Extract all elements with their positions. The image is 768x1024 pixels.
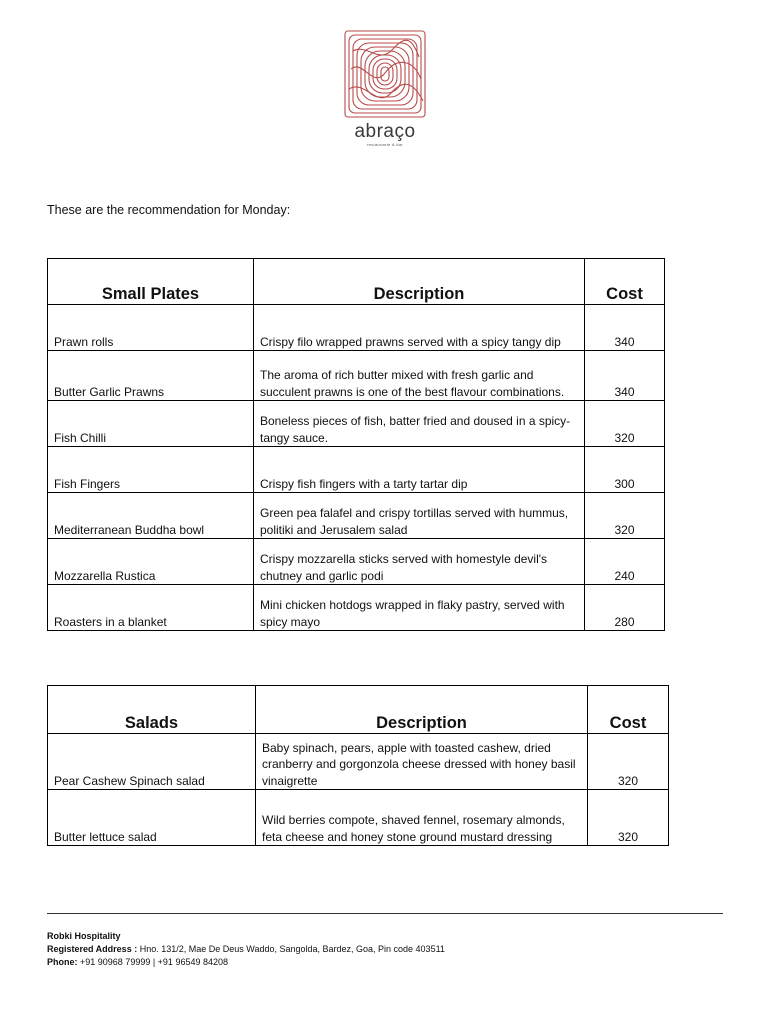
dish-name: Fish Fingers [48, 447, 254, 493]
company-name: Robki Hospitality [47, 931, 121, 941]
dish-cost: 300 [585, 447, 665, 493]
table-row [48, 351, 665, 401]
table-row [48, 305, 665, 351]
dish-name: Mozzarella Rustica [48, 539, 254, 585]
dish-description: Baby spinach, pears, apple with toasted cashew, dried cranberry and gorgonzola cheese dressed with honey basil vinaigrette [256, 734, 588, 790]
column-header-cost: Cost [585, 259, 665, 305]
dish-cost: 320 [585, 401, 665, 447]
footer [47, 930, 445, 969]
dish-name: Pear Cashew Spinach salad [48, 734, 256, 790]
intro-text: These are the recommendation for Monday: [47, 203, 291, 217]
table-header-row [48, 686, 669, 734]
dish-description: Wild berries compote, shaved fennel, rosemary almonds, feta cheese and honey stone ground mustard dressing [256, 790, 588, 846]
dish-name: Butter Garlic Prawns [48, 351, 254, 401]
dish-name: Roasters in a blanket [48, 585, 254, 631]
table-header-row [48, 259, 665, 305]
registered-address: Hno. 131/2, Mae De Deus Waddo, Sangolda, Bardez, Goa, Pin code 403511 [139, 944, 445, 954]
brand-tagline: restaurante & bar [366, 142, 403, 147]
dish-name: Prawn rolls [48, 305, 254, 351]
dish-cost: 320 [585, 493, 665, 539]
table-row [48, 493, 665, 539]
table-row [48, 447, 665, 493]
dish-description: Crispy filo wrapped prawns served with a spicy tangy dip [254, 305, 585, 351]
fingerprint-logo-icon [343, 29, 427, 119]
dish-name: Fish Chilli [48, 401, 254, 447]
dish-cost: 340 [585, 305, 665, 351]
dish-description: Crispy fish fingers with a tarty tartar dip [254, 447, 585, 493]
dish-description: Green pea falafel and crispy tortillas served with hummus, politiki and Jerusalem salad [254, 493, 585, 539]
dish-name: Butter lettuce salad [48, 790, 256, 846]
abraco-logo [343, 29, 427, 149]
dish-description: Boneless pieces of fish, batter fried and doused in a spicy-tangy sauce. [254, 401, 585, 447]
dish-cost: 320 [588, 734, 669, 790]
phone-numbers: +91 90968 79999 | +91 96549 84208 [80, 957, 228, 967]
dish-name: Mediterranean Buddha bowl [48, 493, 254, 539]
phone-label: Phone: [47, 957, 78, 967]
table-row [48, 585, 665, 631]
dish-cost: 280 [585, 585, 665, 631]
column-header-description: Description [254, 259, 585, 305]
brand-name: abraço [354, 121, 416, 142]
small-plates-table [47, 258, 665, 631]
salads-table [47, 685, 669, 846]
dish-description: Crispy mozzarella sticks served with homestyle devil's chutney and garlic podi [254, 539, 585, 585]
dish-cost: 320 [588, 790, 669, 846]
table-row [48, 734, 669, 790]
dish-description: The aroma of rich butter mixed with fresh garlic and succulent prawns is one of the best flavour combinations. [254, 351, 585, 401]
dish-cost: 340 [585, 351, 665, 401]
address-label: Registered Address : [47, 944, 138, 954]
column-header-small-plates: Small Plates [48, 259, 254, 305]
column-header-cost: Cost [588, 686, 669, 734]
table-row [48, 539, 665, 585]
dish-description: Mini chicken hotdogs wrapped in flaky pastry, served with spicy mayo [254, 585, 585, 631]
table-row [48, 790, 669, 846]
table-row [48, 401, 665, 447]
column-header-description: Description [256, 686, 588, 734]
dish-cost: 240 [585, 539, 665, 585]
column-header-salads: Salads [48, 686, 256, 734]
footer-divider [47, 913, 723, 914]
